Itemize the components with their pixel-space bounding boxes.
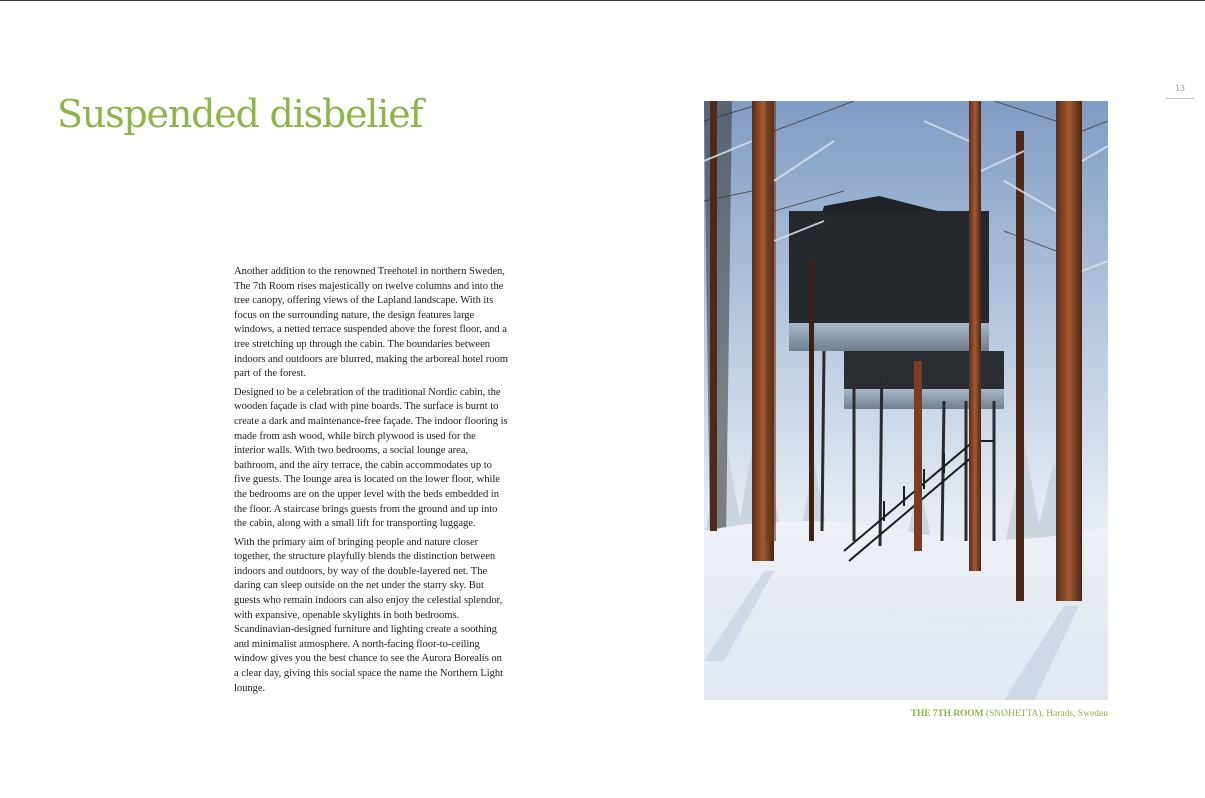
paragraph-1: Another addition to the renowned Treehotel in northern Sweden, The 7th Room rises majestically on twelve columns and into the tree canopy, offering views of the Lapland landscape. With its focus on the surrounding nature, the design features large windows, a netted terrace suspended above the forest floor, and a tree stretching up through the cabin. The boundaries between indoors and outdoors are blurred, making the arboreal hotel room part of the forest. — [234, 266, 508, 380]
page-number: 13 — [1166, 84, 1194, 99]
photo-caption — [704, 709, 1108, 719]
paragraph-3: With the primary aim of bringing people and nature closer together, the structure playfully blends the distinction between indoors and outdoors, by way of the double-layered net. The daring can sleep outside on the net under the starry sky. But guests who remain indoors can also enjoy the celestial splendor, with expansive, openable skylights in both bedrooms. Scandinavian-designed furniture and lighting create a soothing and minimalist atmosphere. A north-facing floor-to-ceiling window gives you the best chance to see the Aurora Borealis on a clear day, giving this social space the name the Northern Light lounge. — [234, 536, 504, 694]
article-body — [234, 265, 508, 700]
top-rule — [0, 0, 1205, 1]
paragraph-2: Designed to be a celebration of the traditional Nordic cabin, the wooden façade is clad with pine boards. The surface is burnt to create a dark and maintenance-free façade. The indoor flooring is made from ash wood, while birch plywood is used for the interior walls. With two bedrooms, a social lounge area, bathroom, and the airy terrace, the cabin accommodates up to five guests. The lounge area is located on the lower floor, while the bedrooms are on the upper level with the beds embedded in the floor. A staircase brings guests from the ground and up into the cabin, along with a small lift for transporting luggage. — [234, 386, 508, 530]
caption-details: (SNØHETTA), Harads, Sweden — [983, 709, 1108, 719]
treehouse-photo — [704, 101, 1108, 700]
page-title: Suspended disbelief — [57, 92, 423, 136]
caption-name: THE 7TH ROOM — [910, 709, 984, 719]
